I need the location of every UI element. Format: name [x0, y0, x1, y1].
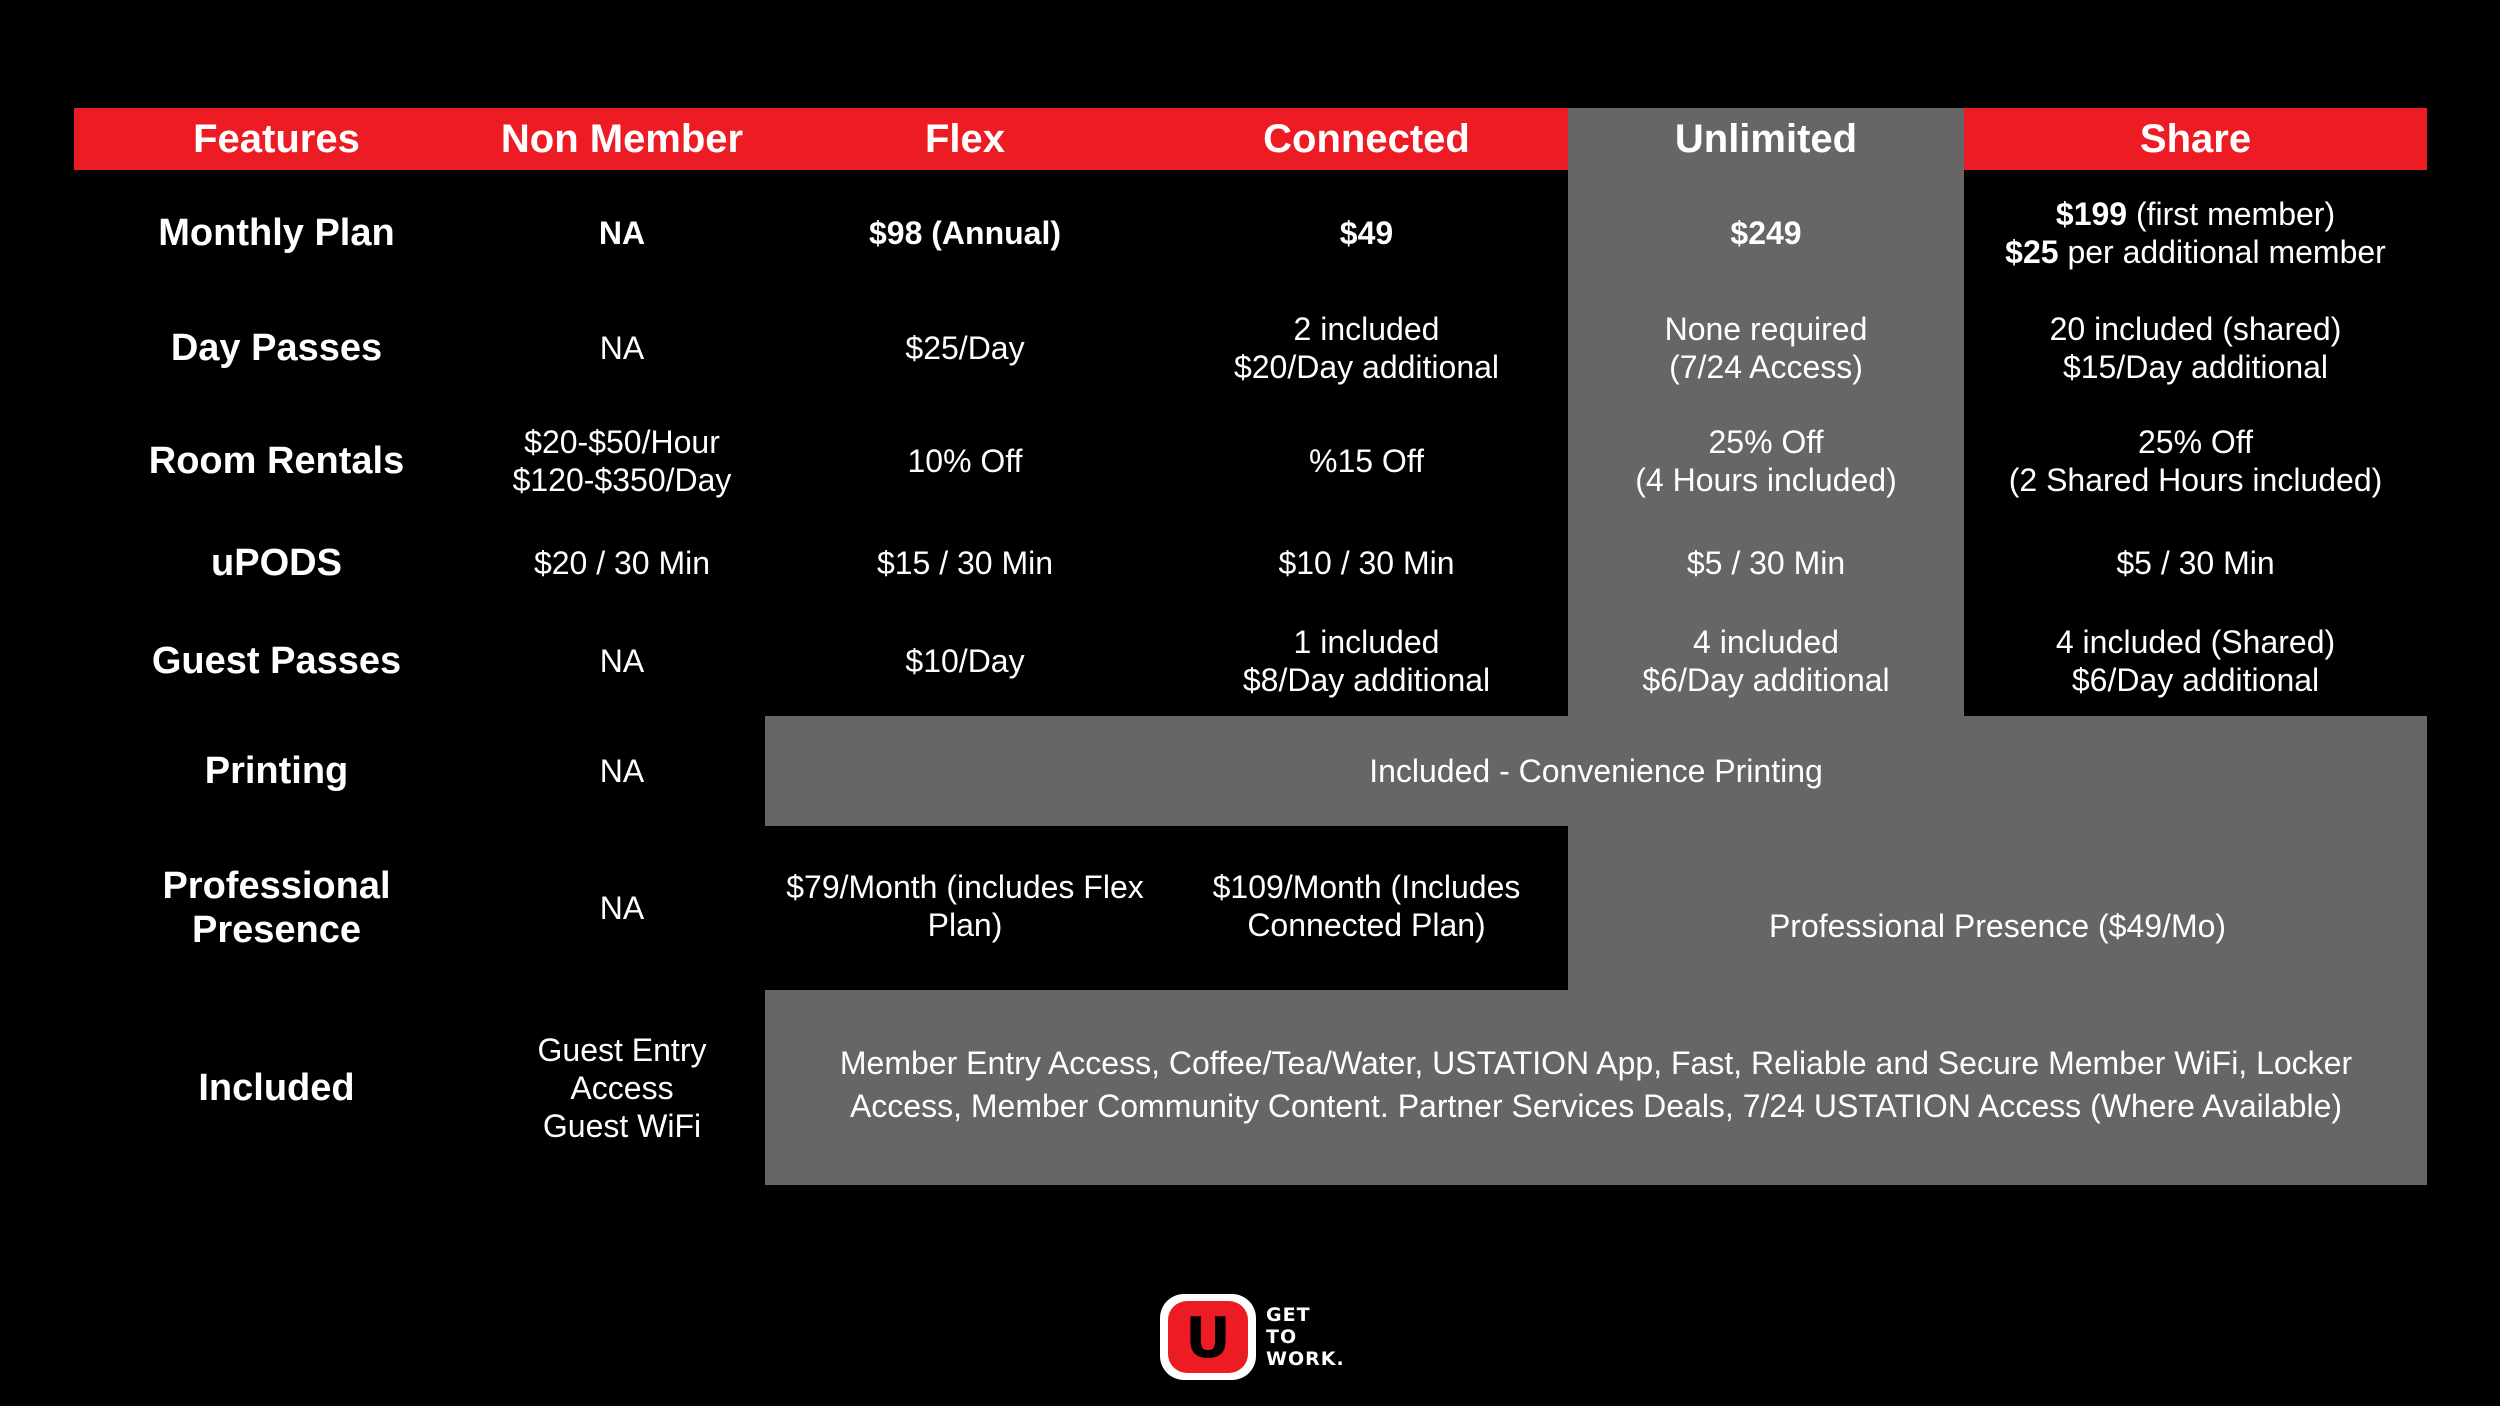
row-label-monthly-plan: Monthly Plan [158, 211, 395, 254]
upods-connected: $10 / 30 Min [1278, 545, 1455, 581]
guest-passes-connected: 1 included $8/Day additional [1242, 623, 1491, 698]
professional-presence-connected: $109/Month (Includes Connected Plan) [1212, 869, 1521, 943]
printing-members: Included - Convenience Printing [1369, 753, 1823, 789]
day-passes-non-member: NA [599, 329, 645, 366]
logo-tagline-line1: GET [1266, 1304, 1311, 1326]
ustation-logo-icon [1158, 1292, 1258, 1382]
guest-passes-non-member: NA [599, 642, 645, 679]
upods-flex: $15 / 30 Min [876, 545, 1054, 581]
ustation-logo [1158, 1292, 1258, 1382]
row-label-included: Included [198, 1066, 355, 1109]
header-unlimited: Unlimited [1674, 117, 1858, 161]
day-passes-share: 20 included (shared) $15/Day additional [2049, 310, 2342, 385]
guest-passes-flex: $10/Day [905, 642, 1025, 679]
room-rentals-connected: %15 Off [1308, 442, 1425, 479]
upods-share: $5 / 30 Min [2116, 545, 2275, 581]
room-rentals-share: 25% Off (2 Shared Hours included) [2008, 423, 2383, 498]
day-passes-connected: 2 included $20/Day additional [1233, 310, 1500, 385]
guest-passes-unlimited: 4 included $6/Day additional [1642, 623, 1890, 698]
logo-tagline [1266, 1304, 1345, 1370]
row-label-guest-passes: Guest Passes [151, 639, 402, 682]
professional-presence-flex: $79/Month (includes Flex Plan) [786, 869, 1144, 943]
monthly-plan-non-member: NA [598, 214, 646, 251]
printing-non-member: NA [599, 753, 645, 789]
logo-tagline-line2: TO [1266, 1326, 1298, 1348]
monthly-plan-flex: $98 (Annual) [868, 214, 1062, 251]
header-non-member: Non Member [500, 117, 744, 161]
upods-unlimited: $5 / 30 Min [1686, 545, 1846, 581]
header-features: Features [193, 117, 360, 161]
header-flex: Flex [924, 117, 1006, 161]
row-label-day-passes: Day Passes [170, 326, 383, 369]
room-rentals-flex: 10% Off [907, 442, 1023, 479]
day-passes-flex: $25/Day [905, 329, 1025, 366]
row-label-upods: uPODS [211, 542, 342, 584]
header-share: Share [2139, 117, 2252, 161]
monthly-plan-connected: $49 [1339, 214, 1394, 251]
room-rentals-unlimited: 25% Off (4 Hours included) [1635, 423, 1897, 498]
row-label-professional-presence: Professional Presence [162, 865, 391, 951]
logo-letter: U [1185, 1306, 1231, 1371]
included-members: Member Entry Access, Coffee/Tea/Water, USTATION App, Fast, Reliable and Secure Member WiFi, Locker Access, Member Community Content. Partner Services Deals, 7/24 USTATION Access (Where Available) [839, 1045, 2353, 1124]
day-passes-unlimited: None required (7/24 Access) [1664, 310, 1868, 385]
upods-non-member: $20 / 30 Min [533, 545, 711, 581]
header-connected: Connected [1263, 117, 1470, 161]
logo-tagline-line3: WORK. [1266, 1348, 1345, 1370]
professional-presence-unlimited-share: Professional Presence ($49/Mo) [1768, 908, 2227, 944]
row-label-printing: Printing [204, 750, 349, 792]
row-label-room-rentals: Room Rentals [148, 439, 405, 482]
monthly-plan-share: $199 (first member) $25 per additional member [2005, 195, 2386, 270]
guest-passes-share: 4 included (Shared) $6/Day additional [2055, 623, 2336, 698]
monthly-plan-unlimited: $249 [1730, 214, 1802, 251]
included-non-member: Guest Entry Access Guest WiFi [537, 1031, 707, 1144]
room-rentals-non-member: $20-$50/Hour $120-$350/Day [512, 423, 732, 498]
professional-presence-non-member: NA [599, 890, 645, 926]
